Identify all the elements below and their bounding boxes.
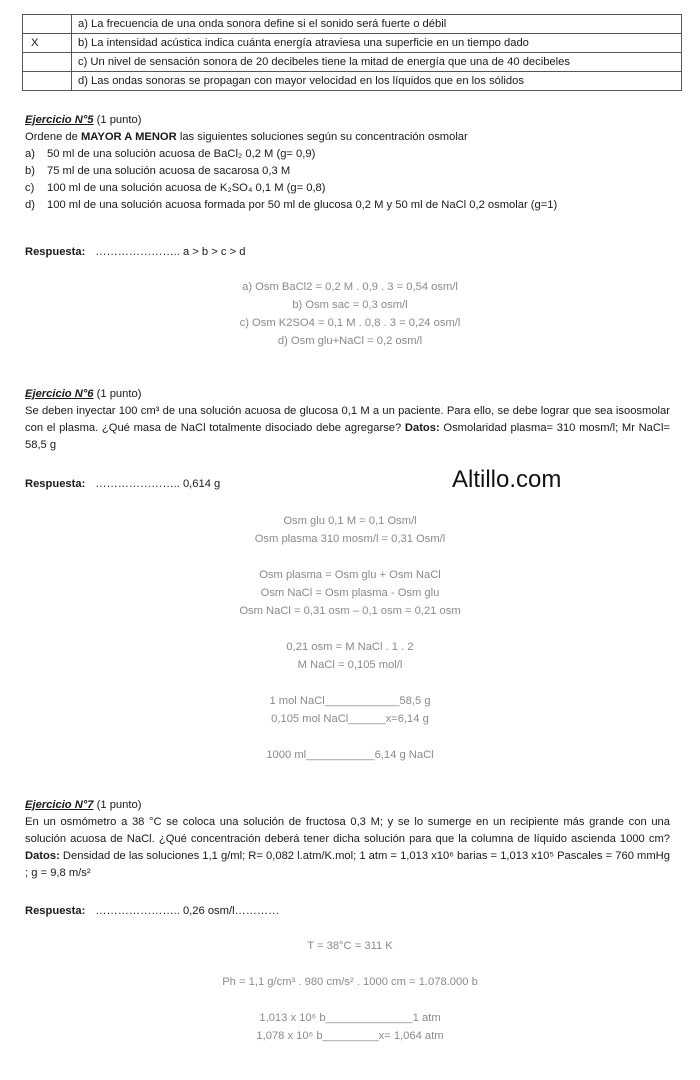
watermark-text: Altillo.com: [452, 466, 562, 493]
option-row: [23, 34, 682, 53]
calc-line: 0,105 mol NaCl______x=6,14 g: [271, 713, 429, 725]
exercise-7: [25, 797, 670, 882]
calc-line: Osm plasma 310 mosm/l = 0,31 Osm/l: [254, 533, 446, 545]
exercise-7-calculations: [0, 937, 700, 1045]
option-row: [23, 72, 682, 91]
exercise-5-prompt: Ordene de MAYOR A MENOR las siguientes soluciones según su concentración osmolar: [25, 131, 468, 143]
calc-line: [0, 548, 700, 566]
exercise-7-points: (1 punto): [93, 799, 142, 811]
option-mark: [23, 53, 72, 72]
calc-line: [0, 620, 700, 638]
exercise-6-points: (1 punto): [93, 388, 142, 400]
options-table: [22, 14, 682, 91]
option-row: [23, 53, 682, 72]
calc-line: 1 mol NaCl____________58,5 g: [269, 695, 431, 707]
calc-line: T = 38°C = 311 K: [307, 940, 393, 952]
exercise-5-calculations: [0, 278, 700, 350]
exercise-6-answer: Respuesta: ………………….. 0,614 g: [25, 478, 221, 490]
calc-line: [0, 674, 700, 692]
exercise-5-title: Ejercicio N°5: [25, 114, 94, 126]
calc-line: 1,013 x 10⁶ b______________1 atm: [259, 1012, 441, 1024]
list-item: d) 100 ml de una solución acuosa formada por 50 ml de glucosa 0,2 M y 50 ml de NaCl 0,2 osmolar (g=1): [25, 199, 558, 211]
exercise-6: [25, 386, 670, 454]
exercise-6-calculations: [0, 512, 700, 764]
calc-line: Ph = 1,1 g/cm³ . 980 cm/s² . 1000 cm = 1.078.000 b: [222, 976, 478, 988]
exercise-6-title: Ejercicio N°6: [25, 388, 94, 400]
option-mark: [23, 15, 72, 34]
calc-line: [0, 991, 700, 1009]
calc-line: d) Osm glu+NaCl = 0,2 osm/l: [277, 335, 423, 347]
option-row: [23, 15, 682, 34]
calc-line: c) Osm K2SO4 = 0,1 M . 0,8 . 3 = 0,24 osm/l: [239, 317, 461, 329]
option-text: b) La intensidad acústica indica cuánta energía atraviesa una superficie en un tiempo dado: [72, 34, 682, 53]
option-mark: X: [23, 34, 72, 53]
option-text: d) Las ondas sonoras se propagan con mayor velocidad en los líquidos que en los sólidos: [72, 72, 682, 91]
option-text: c) Un nivel de sensación sonora de 20 decibeles tiene la mitad de energía que una de 40 decibeles: [72, 53, 682, 72]
exercise-7-title: Ejercicio N°7: [25, 799, 94, 811]
option-mark: [23, 72, 72, 91]
calc-line: M NaCl = 0,105 mol/l: [297, 659, 403, 671]
calc-line: Osm NaCl = Osm plasma - Osm glu: [260, 587, 440, 599]
calc-line: Osm glu 0,1 M = 0,1 Osm/l: [283, 515, 417, 527]
calc-line: [0, 955, 700, 973]
exercise-7-answer: Respuesta: ………………….. 0,26 osm/l…………: [25, 905, 280, 917]
list-item: b) 75 ml de una solución acuosa de sacarosa 0,3 M: [25, 165, 291, 177]
calc-line: 0,21 osm = M NaCl . 1 . 2: [286, 641, 414, 653]
exercise-5-options: [25, 146, 670, 214]
calc-line: [0, 728, 700, 746]
calc-line: 1000 ml___________6,14 g NaCl: [266, 749, 434, 761]
exercise-5: [25, 112, 670, 214]
calc-line: a) Osm BaCl2 = 0,2 M . 0,9 . 3 = 0,54 osm/l: [242, 281, 458, 293]
exercise-7-prompt: En un osmómetro a 38 °C se coloca una solución de fructosa 0,3 M; y se lo sumerge en un recipiente más grande con una solución acuosa de NaCl. ¿Qué concentración deberá tener dicha solución para que la columna de líquido ascienda 1000 cm? Datos: Densidad de las soluciones 1,1 g/ml; R= 0,082 l.atm/K.mol; 1 atm = 1,013 x10⁶ barias = 1,013 x10⁵ Pascales = 760 mmHg ; g = 9,8 m/s²: [25, 816, 670, 879]
calc-line: b) Osm sac = 0,3 osm/l: [292, 299, 408, 311]
calc-line: Osm NaCl = 0,31 osm – 0,1 osm = 0,21 osm: [239, 605, 461, 617]
list-item: c) 100 ml de una solución acuosa de K₂SO₄ 0,1 M (g= 0,8): [25, 182, 326, 194]
calc-line: Osm plasma = Osm glu + Osm NaCl: [259, 569, 441, 581]
calc-line: 1,078 x 10⁶ b_________x= 1,064 atm: [256, 1030, 444, 1042]
exercise-6-prompt: Se deben inyectar 100 cm³ de una solución acuosa de glucosa 0,1 M a un paciente. Para ello, se debe lograr que sea isoosmolar con el plasma. ¿Qué masa de NaCl totalmente disociado debe agregarse? Datos: Osmolaridad plasma= 310 mosm/l; Mr NaCl= 58,5 g: [25, 405, 671, 451]
option-text: a) La frecuencia de una onda sonora define si el sonido será fuerte o débil: [72, 15, 682, 34]
exercise-5-points: (1 punto): [93, 114, 142, 126]
list-item: a) 50 ml de una solución acuosa de BaCl₂ 0,2 M (g= 0,9): [25, 148, 316, 160]
exercise-5-answer: Respuesta: ………………….. a > b > c > d: [25, 246, 246, 258]
